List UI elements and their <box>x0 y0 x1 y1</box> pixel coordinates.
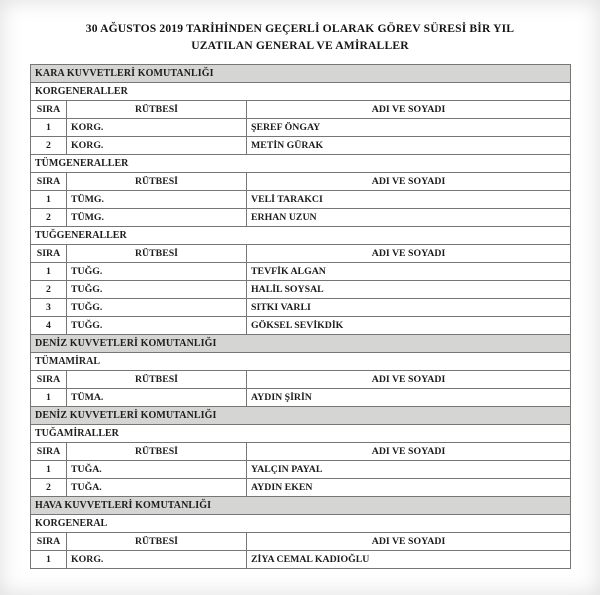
command-header-label: KARA KUVVETLERİ KOMUTANLIĞI <box>31 65 571 83</box>
name-cell: ŞEREF ÖNGAY <box>247 119 571 137</box>
row-number-cell: 1 <box>31 263 67 281</box>
rank-cell: TÜMA. <box>67 389 247 407</box>
table-row <box>31 263 571 281</box>
title-line-1: 30 AĞUSTOS 2019 TARİHİNDEN GEÇERLİ OLARAK GÖREV SÜRESİ BİR YIL <box>85 22 515 35</box>
name-cell: HALİL SOYSAL <box>247 281 571 299</box>
rank-cell: TÜMG. <box>67 191 247 209</box>
name-cell: AYDIN EKEN <box>247 479 571 497</box>
column-header-rutbe: RÜTBESİ <box>67 173 247 191</box>
rank-cell: TUĞG. <box>67 299 247 317</box>
column-header-rutbe: RÜTBESİ <box>67 533 247 551</box>
table-row <box>31 299 571 317</box>
column-header-rutbe: RÜTBESİ <box>67 101 247 119</box>
row-number-cell: 1 <box>31 461 67 479</box>
column-header-ad: ADI VE SOYADI <box>247 101 571 119</box>
table-row <box>31 389 571 407</box>
column-header-sira: SIRA <box>31 443 67 461</box>
column-header-sira: SIRA <box>31 533 67 551</box>
column-header-row <box>31 101 571 119</box>
rank-group-label: KORGENERALLER <box>31 83 571 101</box>
table-row <box>31 479 571 497</box>
column-header-ad: ADI VE SOYADI <box>247 533 571 551</box>
row-number-cell: 1 <box>31 389 67 407</box>
rank-group-label: TÜMAMİRAL <box>31 353 571 371</box>
column-header-ad: ADI VE SOYADI <box>247 173 571 191</box>
name-cell: VELİ TARAKCI <box>247 191 571 209</box>
column-header-rutbe: RÜTBESİ <box>67 371 247 389</box>
column-header-sira: SIRA <box>31 371 67 389</box>
command-header-label: DENİZ KUVVETLERİ KOMUTANLIĞI <box>31 335 571 353</box>
table-row <box>31 317 571 335</box>
table-row <box>31 281 571 299</box>
command-header-row <box>31 497 571 515</box>
document-title <box>0 0 600 55</box>
column-header-ad: ADI VE SOYADI <box>247 443 571 461</box>
name-cell: TEVFİK ALGAN <box>247 263 571 281</box>
column-header-sira: SIRA <box>31 101 67 119</box>
table-row <box>31 551 571 569</box>
generals-admirals-table <box>30 64 571 569</box>
name-cell: METİN GÜRAK <box>247 137 571 155</box>
rank-group-row <box>31 83 571 101</box>
row-number-cell: 1 <box>31 551 67 569</box>
rank-group-row <box>31 227 571 245</box>
table-row <box>31 461 571 479</box>
command-header-row <box>31 407 571 425</box>
column-header-row <box>31 371 571 389</box>
column-header-ad: ADI VE SOYADI <box>247 371 571 389</box>
rank-cell: TUĞA. <box>67 479 247 497</box>
rank-group-row <box>31 425 571 443</box>
row-number-cell: 4 <box>31 317 67 335</box>
name-cell: YALÇIN PAYAL <box>247 461 571 479</box>
command-header-row <box>31 335 571 353</box>
column-header-sira: SIRA <box>31 245 67 263</box>
row-number-cell: 1 <box>31 119 67 137</box>
rank-group-row <box>31 155 571 173</box>
rank-cell: KORG. <box>67 137 247 155</box>
table-row <box>31 209 571 227</box>
command-header-label: DENİZ KUVVETLERİ KOMUTANLIĞI <box>31 407 571 425</box>
rank-cell: TUĞG. <box>67 281 247 299</box>
rank-cell: TÜMG. <box>67 209 247 227</box>
name-cell: ERHAN UZUN <box>247 209 571 227</box>
rank-cell: KORG. <box>67 551 247 569</box>
title-line-2: UZATILAN GENERAL VE AMİRALLER <box>191 38 409 52</box>
rank-cell: TUĞG. <box>67 317 247 335</box>
row-number-cell: 3 <box>31 299 67 317</box>
column-header-sira: SIRA <box>31 173 67 191</box>
rank-group-label: TUĞAMİRALLER <box>31 425 571 443</box>
column-header-rutbe: RÜTBESİ <box>67 245 247 263</box>
column-header-row <box>31 245 571 263</box>
column-header-rutbe: RÜTBESİ <box>67 443 247 461</box>
column-header-row <box>31 173 571 191</box>
column-header-row <box>31 533 571 551</box>
row-number-cell: 2 <box>31 137 67 155</box>
rank-group-label: KORGENERAL <box>31 515 571 533</box>
name-cell: AYDIN ŞİRİN <box>247 389 571 407</box>
column-header-row <box>31 443 571 461</box>
name-cell: SITKI VARLI <box>247 299 571 317</box>
table-row <box>31 137 571 155</box>
table-row <box>31 119 571 137</box>
rank-group-label: TUĞGENERALLER <box>31 227 571 245</box>
row-number-cell: 2 <box>31 209 67 227</box>
rank-cell: KORG. <box>67 119 247 137</box>
row-number-cell: 2 <box>31 281 67 299</box>
command-header-row <box>31 65 571 83</box>
rank-group-row <box>31 353 571 371</box>
name-cell: GÖKSEL SEVİKDİK <box>247 317 571 335</box>
row-number-cell: 1 <box>31 191 67 209</box>
rank-group-label: TÜMGENERALLER <box>31 155 571 173</box>
row-number-cell: 2 <box>31 479 67 497</box>
name-cell: ZİYA CEMAL KADIOĞLU <box>247 551 571 569</box>
command-header-label: HAVA KUVVETLERİ KOMUTANLIĞI <box>31 497 571 515</box>
rank-cell: TUĞA. <box>67 461 247 479</box>
column-header-ad: ADI VE SOYADI <box>247 245 571 263</box>
rank-group-row <box>31 515 571 533</box>
table-row <box>31 191 571 209</box>
rank-cell: TUĞG. <box>67 263 247 281</box>
